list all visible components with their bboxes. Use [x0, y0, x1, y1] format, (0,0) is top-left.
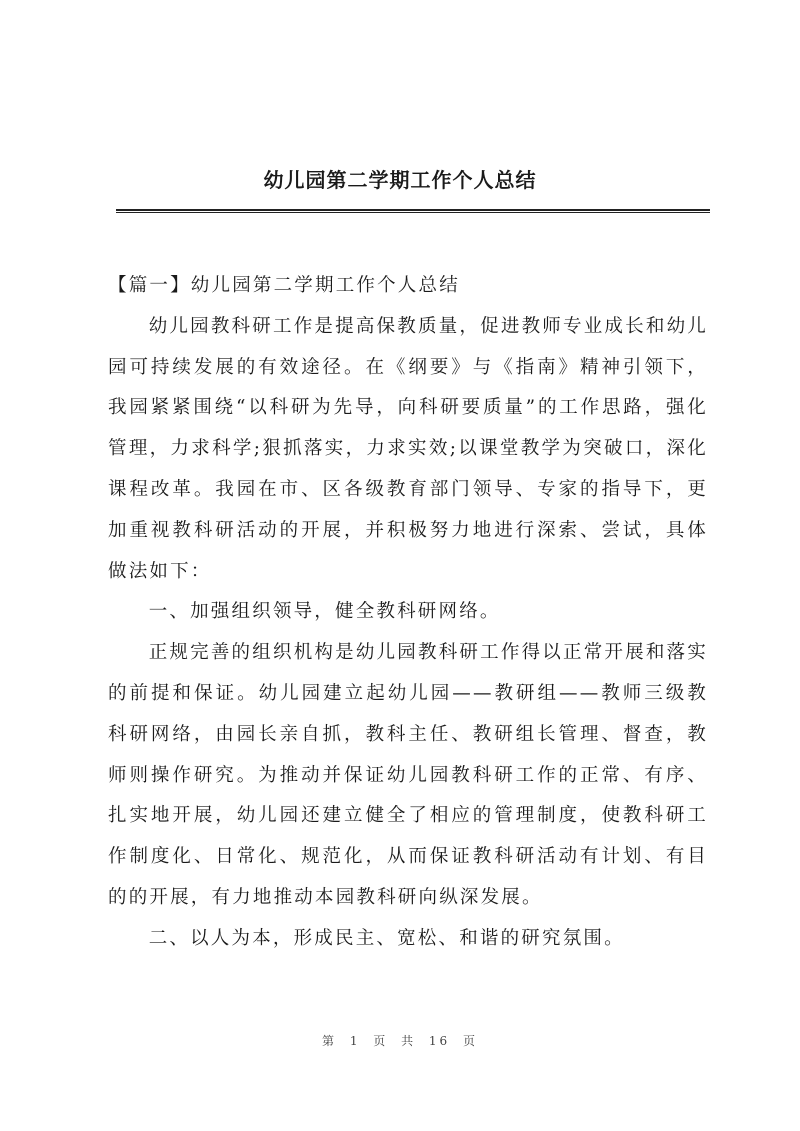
title-divider: [116, 209, 710, 213]
subheading: 二、以人为本，形成民主、宽松、和谐的研究氛围。: [148, 927, 625, 949]
document-title: 幼儿园第二学期工作个人总结: [263, 168, 537, 192]
document-body: [108, 266, 708, 960]
page-number: 第 1 页 共 16 页: [322, 1034, 478, 1048]
subheading: 一、加强组织领导，健全教科研网络。: [148, 601, 501, 623]
paragraph: 幼儿园教科研工作是提高保教质量，促进教师专业成长和幼儿园可持续发展的有效途径。在《纲要》与《指南》精神引领下，我园紧紧围绕“以科研为先导，向科研要质量”的工作思路，强化管理，力求科学;狠抓落实，力求实效;以课堂教学为突破口，深化课程改革。我园在市、区各级教育部门领导、专家的指导下，更加重视教科研活动的开展，并积极努力地进行深索、尝试，具体做法如下：: [108, 315, 708, 582]
section-heading: 【篇一】幼儿园第二学期工作个人总结: [108, 275, 460, 296]
paragraph: 正规完善的组织机构是幼儿园教科研工作得以正常开展和落实的前提和保证。幼儿园建立起幼儿园——教研组——教师三级教科研网络，由园长亲自抓，教科主任、教研组长管理、督查，教师则操作研究。为推动并保证幼儿园教科研工作的正常、有序、扎实地开展，幼儿园还建立健全了相应的管理制度，使教科研工作制度化、日常化、规范化，从而保证教科研活动有计划、有目的的开展，有力地推动本园教科研向纵深发展。: [108, 642, 708, 908]
